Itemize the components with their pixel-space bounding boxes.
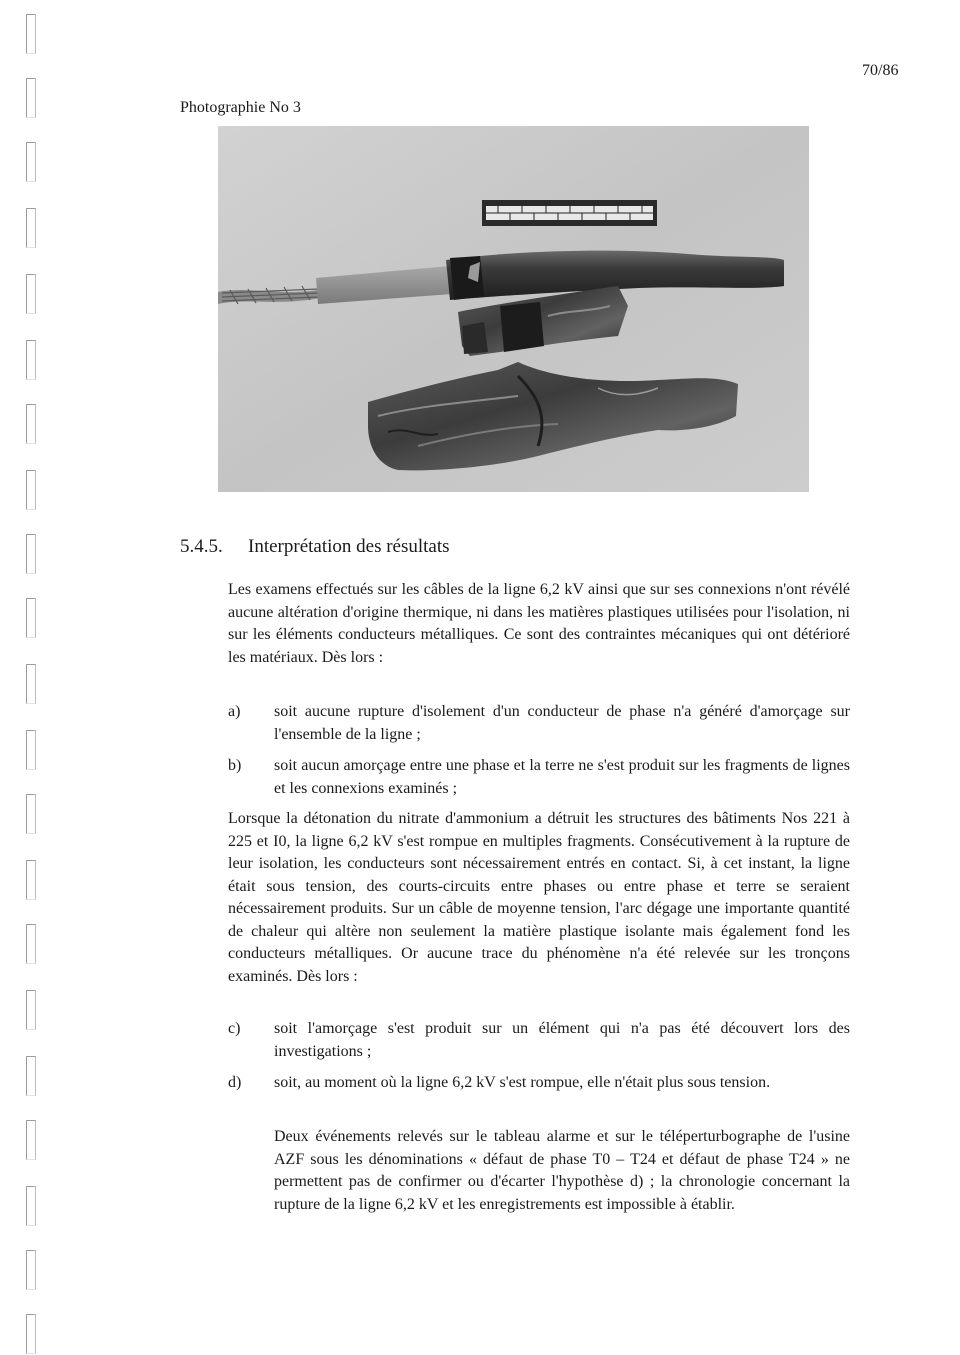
- photo-caption: Photographie No 3: [180, 99, 301, 116]
- list-item: [228, 701, 850, 746]
- binder-hole: [26, 664, 36, 704]
- binder-hole: [26, 598, 36, 638]
- note-paragraph: Deux événements relevés sur le tableau alarme et sur le téléperturbographe de l'usine AZF sous les dénominations « défaut de phase T0 – T24 et défaut de phase T24 » ne permettent pas de confirmer ou d'écarter l'hypothèse d) ; la chronologie concernant la rupture de la ligne 6,2 kV et les enregistrements est impossible à établir.: [274, 1128, 850, 1213]
- section-heading: [180, 536, 450, 558]
- binder-hole: [26, 534, 36, 574]
- binder-hole: [26, 794, 36, 834]
- binder-hole: [26, 1186, 36, 1226]
- page-number: 70/86: [862, 62, 899, 79]
- list-item-label: a): [228, 703, 241, 720]
- list-item: [228, 755, 850, 800]
- list-item-text: soit, au moment où la ligne 6,2 kV s'est rompue, elle n'était plus sous tension.: [274, 1074, 771, 1091]
- binder-hole: [26, 1056, 36, 1096]
- list-item-label: c): [228, 1020, 241, 1037]
- binder-hole: [26, 990, 36, 1030]
- binder-hole: [26, 1314, 36, 1354]
- binder-hole: [26, 14, 36, 54]
- binder-hole: [26, 470, 36, 510]
- paragraph: Lorsque la détonation du nitrate d'ammonium a détruit les structures des bâtiments Nos 221 à 225 et I0, la ligne 6,2 kV s'est rompue en multiples fragments. Consécutivement à la rupture de leur isolation, les conducteurs sont nécessairement entrés en contact. Si, à cet instant, la ligne était sous tension, des courts-circuits entre phases ou entre phase et terre se seraient nécessairement produits. Sur un câble de moyenne tension, l'arc dégage une importante quantité de chaleur qui altère non seulement la matière plastique isolante mais également fond les conducteurs métalliques. Or aucune trace du phénomène n'a été relevée sur les tronçons examinés. Dès lors :: [228, 810, 850, 985]
- binder-hole: [26, 860, 36, 900]
- binder-hole: [26, 1120, 36, 1160]
- binder-hole: [26, 404, 36, 444]
- list-item-label: b): [228, 757, 242, 774]
- photograph: [218, 126, 809, 492]
- binder-hole: [26, 924, 36, 964]
- binder-hole: [26, 208, 36, 248]
- scale-ruler: [482, 200, 657, 226]
- list-item-label: d): [228, 1074, 242, 1091]
- binder-hole: [26, 274, 36, 314]
- list-item-text: soit aucune rupture d'isolement d'un conducteur de phase n'a généré d'amorçage sur l'ensemble de la ligne ;: [274, 703, 850, 743]
- section-number: 5.4.5.: [180, 536, 223, 557]
- binder-hole: [26, 142, 36, 182]
- binder-hole: [26, 340, 36, 380]
- list-item: [228, 1018, 850, 1063]
- section-title: Interprétation des résultats: [248, 536, 450, 557]
- list-item: [228, 1072, 850, 1095]
- binder-hole: [26, 730, 36, 770]
- list-item-text: soit aucun amorçage entre une phase et la terre ne s'est produit sur les fragments de lignes et les connexions examinés ;: [274, 757, 850, 797]
- list-item-text: soit l'amorçage s'est produit sur un élément qui n'a pas été découvert lors des investigations ;: [274, 1020, 850, 1060]
- paragraph: Les examens effectués sur les câbles de la ligne 6,2 kV ainsi que sur ses connexions n'ont révélé aucune altération d'origine thermique, ni dans les matières plastiques utilisées pour l'isolation, ni sur les éléments conducteurs métalliques. Ce sont des contraintes mécaniques qui ont détérioré les matériaux. Dès lors :: [228, 581, 850, 666]
- binder-hole: [26, 1250, 36, 1290]
- binder-hole: [26, 78, 36, 118]
- binder-holes: [22, 0, 46, 1355]
